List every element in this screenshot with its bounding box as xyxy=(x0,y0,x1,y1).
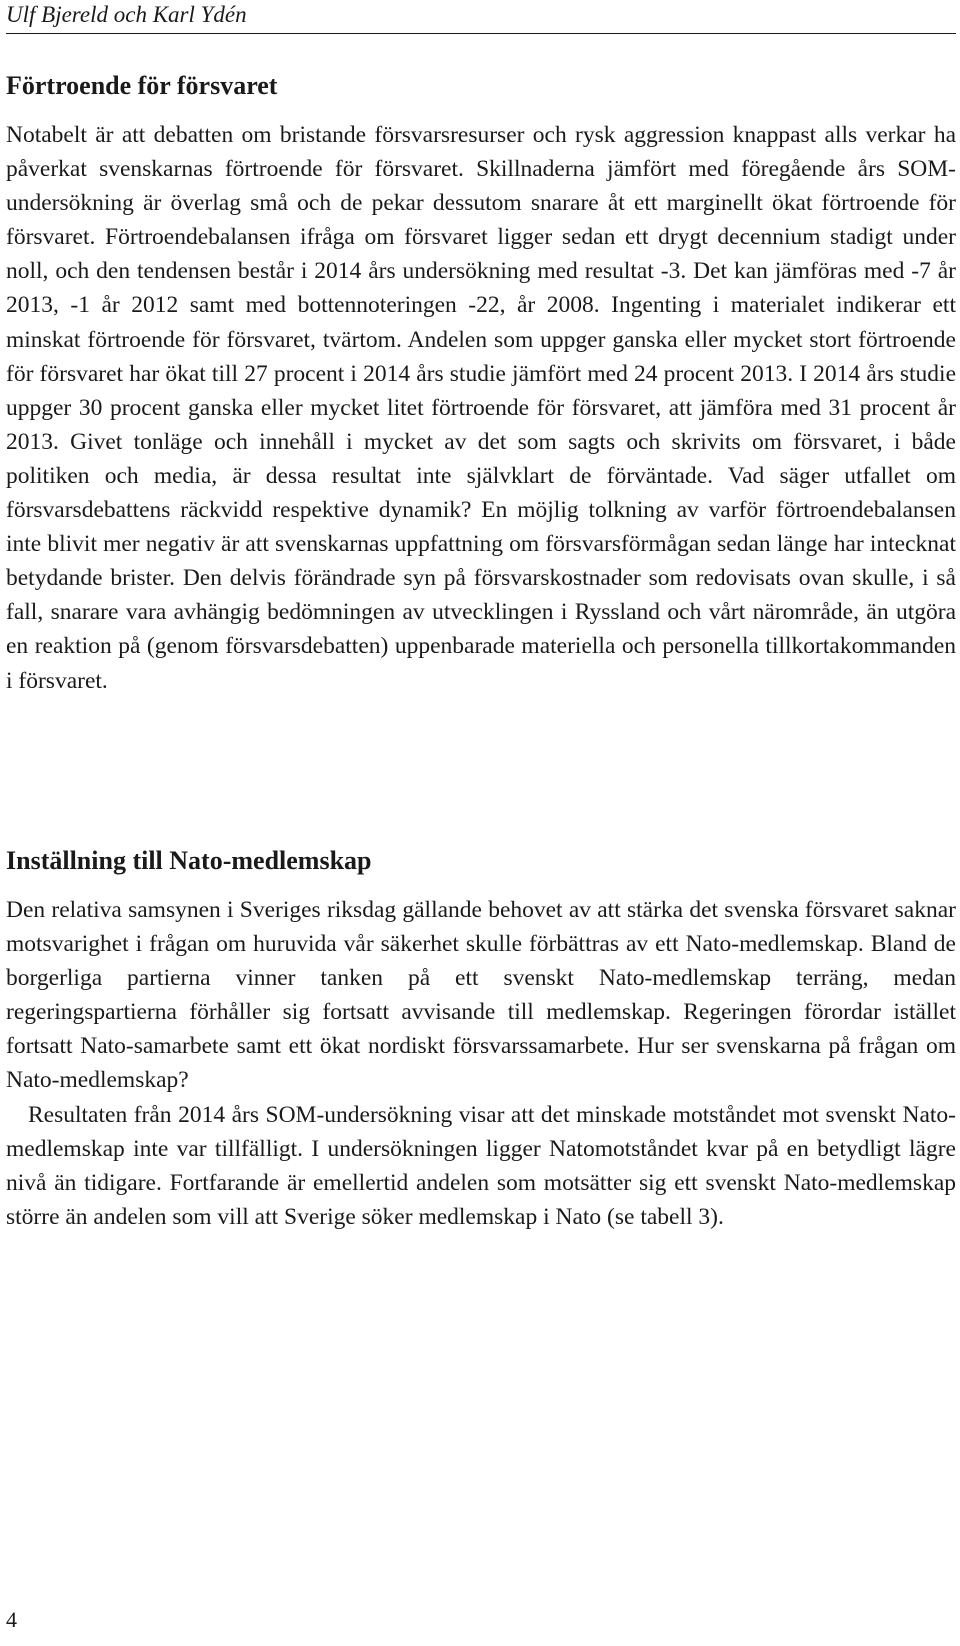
paragraph-fortroende: Notabelt är att debatten om bristande försvarsresurser och rysk aggression knappast alls verkar ha påverkat svenskarnas förtroende för försvaret. Skillnaderna jämfört med föregående års SOM-undersökning är överlag små och de pekar dessutom snarare åt ett marginellt ökat förtroende för försvaret. Förtroendebalansen ifråga om försvaret ligger sedan ett drygt decennium stadigt under noll, och den tendensen består i 2014 års undersökning med resultat -3. Det kan jämföras med -7 år 2013, -1 år 2012 samt med bottennoteringen -22, år 2008. Ingenting i materialet indikerar ett minskat förtroende för försvaret, tvärtom. Andelen som uppger ganska eller mycket stort förtroende för försvaret har ökat till 27 procent i 2014 års studie jämfört med 24 procent 2013. I 2014 års studie uppger 30 procent ganska eller mycket litet förtroende för försvaret, att jämföra med 31 procent år 2013. Givet tonläge och innehåll i mycket av det som sagts och skrivits om försvaret, i både politiken och media, är dessa resultat inte självklart de förväntade. Vad säger utfallet om försvarsdebattens räckvidd respektive dynamik? En möjlig tolkning av varför förtroendebalansen inte blivit mer negativ är att svenskarnas uppfattning om försvarsförmågan sedan länge har intecknat betydande brister. Den delvis förändrade syn på försvarskostnader som redovisats ovan skulle, i så fall, snarare vara avhängig bedömningen av utvecklingen i Ryssland och vårt närområde, än utgöra en reaktion på (genom försvarsdebatten) uppenbarade materiella och personella tillkortakommanden i försvaret. xyxy=(6,122,956,694)
paragraph-nato-2: Resultaten från 2014 års SOM-undersökning visar att det minskade motståndet mot svenskt Nato-medlemskap inte var tillfälligt. I undersökningen ligger Natomotståndet kvar på en betydligt lägre nivå än tidigare. Fortfarande är emellertid andelen som motsätter sig ett svenskt Nato-medlemskap större än andelen som vill att Sverige söker medlemskap i Nato (se tabell 3). xyxy=(6,1102,956,1231)
page-number: 4 xyxy=(6,1607,17,1632)
paragraph-nato-1: Den relativa samsynen i Sveriges riksdag gällande behovet av att stärka det svenska försvaret saknar motsvarighet i frågan om huruvida vår säkerhet skulle förbättras av ett Nato-medlemskap. Bland de borgerliga partierna vinner tanken på ett svenskt Nato-medlemskap terräng, medan regeringspartierna förhåller sig fortsatt avvisande till medlemskap. Regeringen förordar istället fortsatt Nato-samarbete samt ett ökat nordiskt försvarssamarbete. Hur ser svenskarna på frågan om Nato-medlemskap? xyxy=(6,897,956,1094)
header-rule xyxy=(6,33,956,34)
running-head: Ulf Bjereld och Karl Ydén xyxy=(6,2,247,27)
section-heading-fortroende: Förtroende för försvaret xyxy=(6,71,278,100)
section-heading-nato: Inställning till Nato-medlemskap xyxy=(6,846,372,875)
